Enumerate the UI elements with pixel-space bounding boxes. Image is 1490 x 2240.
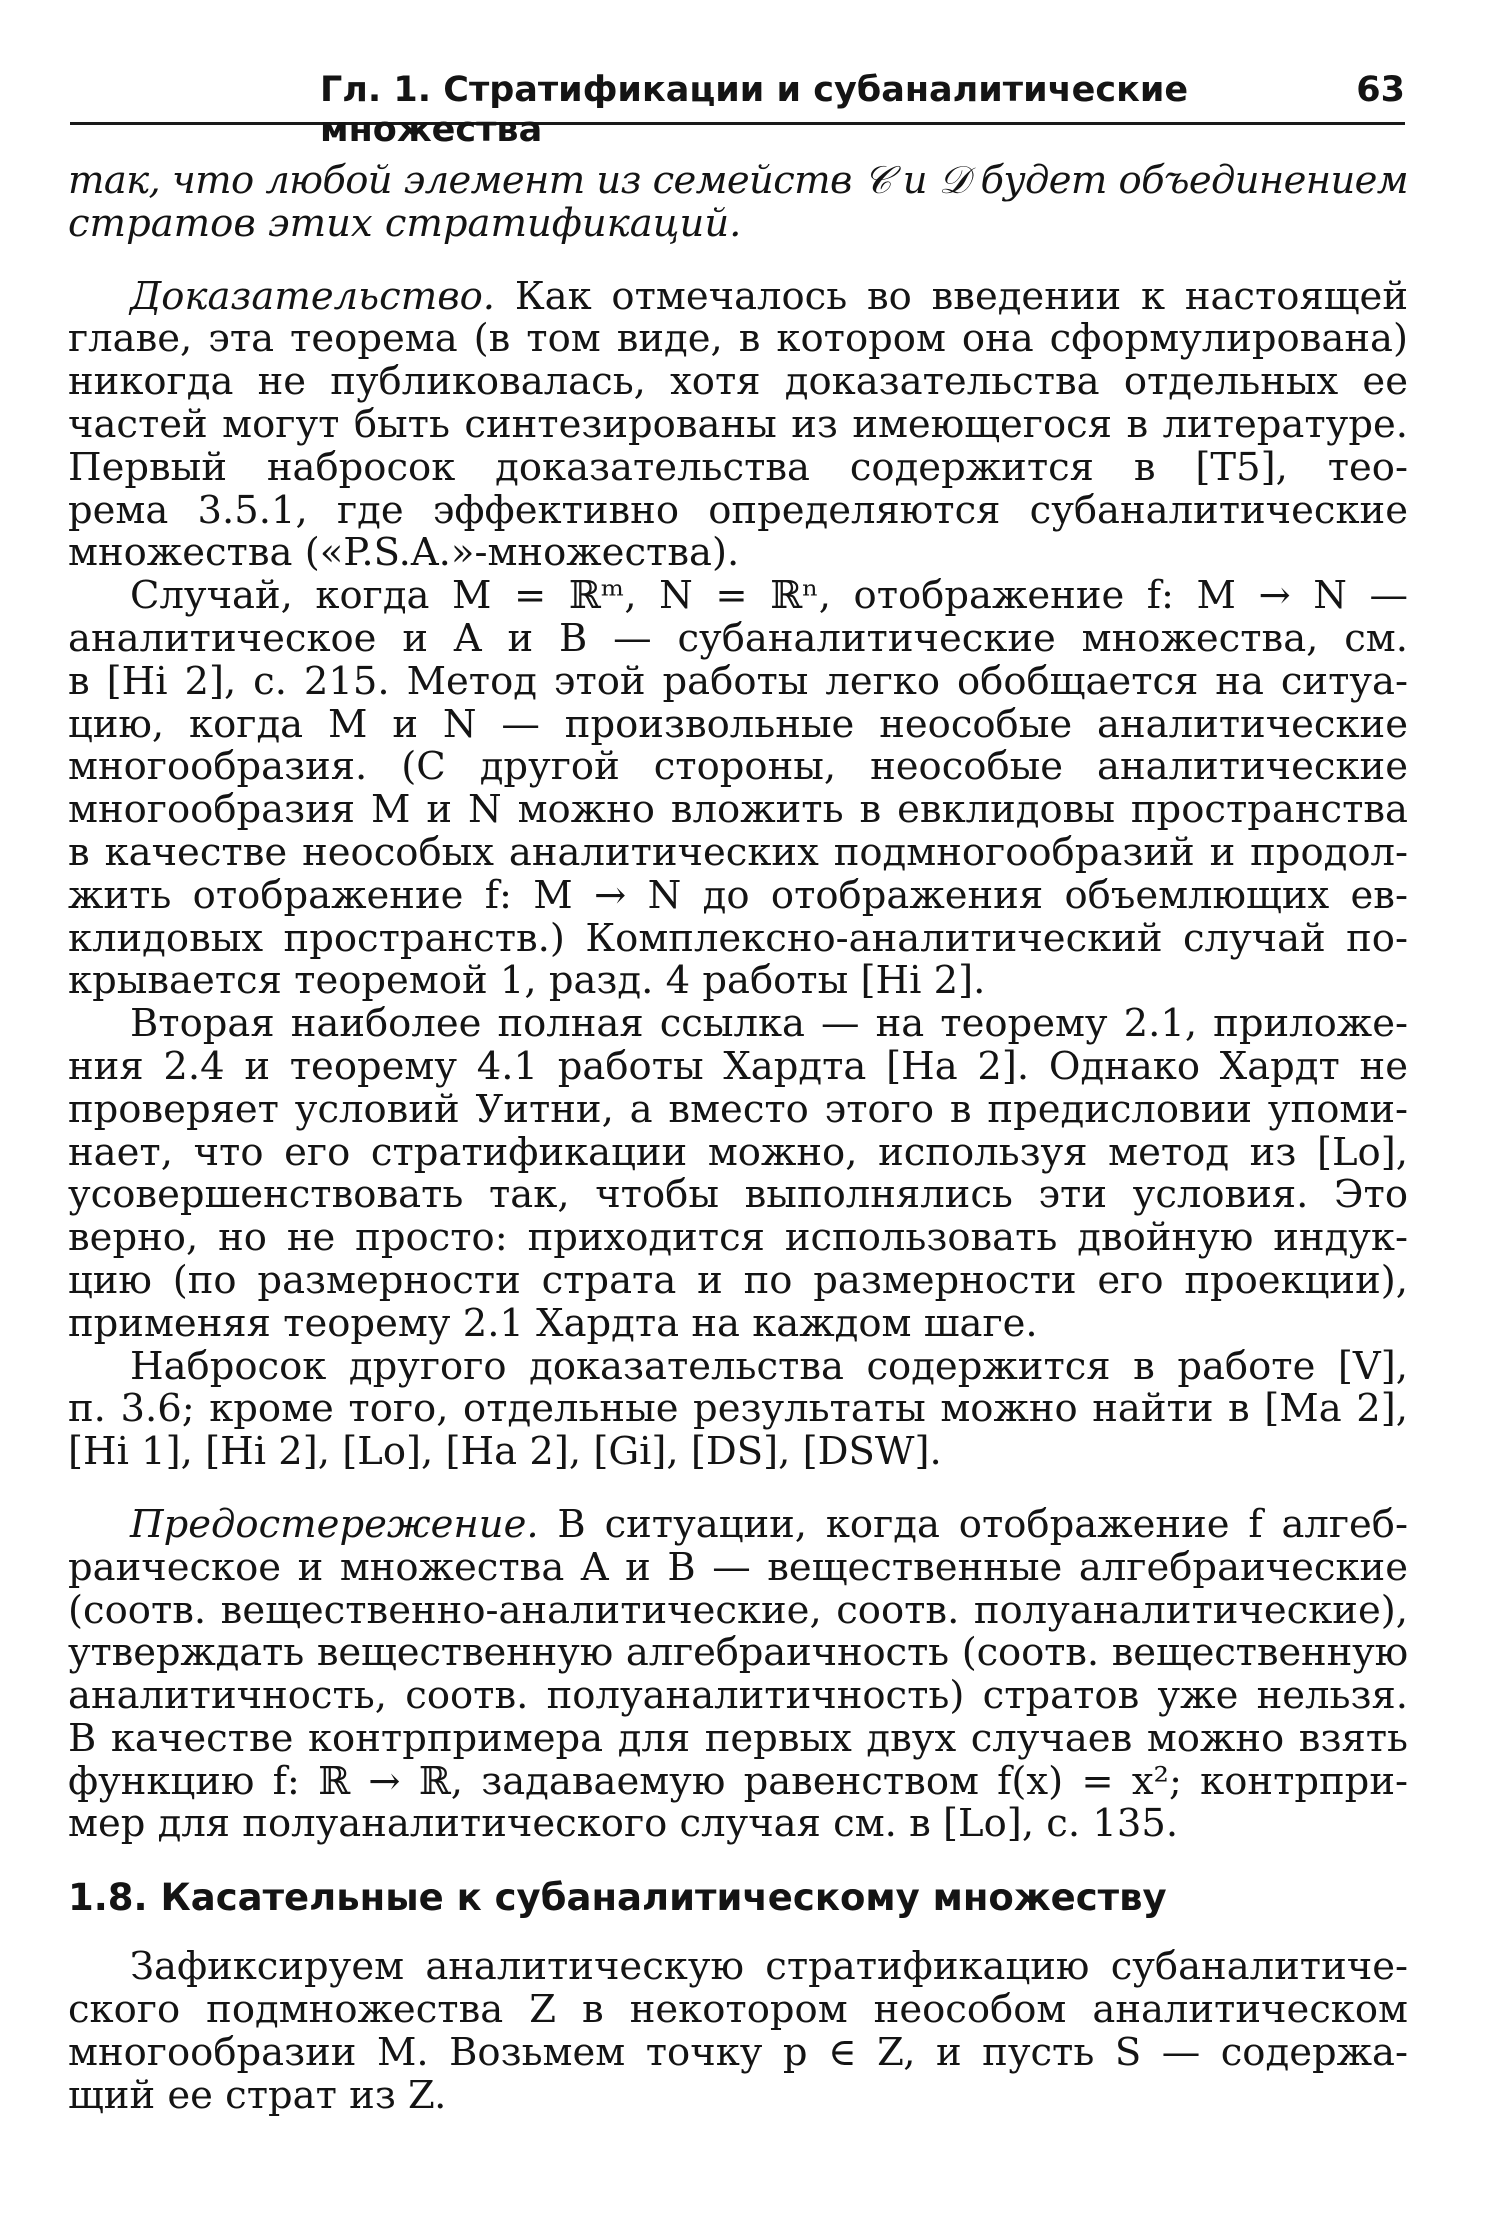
- text-line: Зафиксируем аналитическую стратификацию субаналитиче-: [130, 1944, 1408, 1990]
- text-line: никогда не публиковалась, хотя доказательства отдельных ее: [68, 359, 1408, 405]
- text-line: стратов этих стратификаций.: [68, 200, 742, 246]
- text-line: главе, эта теорема (в том виде, в котором она сформулирована): [68, 316, 1408, 362]
- text-line: Случай, когда M = ℝᵐ, N = ℝⁿ, отображение f: M → N —: [130, 573, 1408, 619]
- text-line: рема 3.5.1, где эффективно определяются субаналитические: [68, 487, 1408, 533]
- text-line: Набросок другого доказательства содержится в работе [V],: [130, 1343, 1408, 1389]
- page-body: [68, 160, 1408, 2117]
- proof-paragraph: [68, 273, 1408, 576]
- text-line: жить отображение f: M → N до отображения объемлющих ев-: [68, 872, 1408, 918]
- text-line: цию (по размерности страта и по размерности его проекции),: [68, 1257, 1408, 1303]
- text-line: В качестве контрпримера для первых двух случаев можно взять: [68, 1715, 1408, 1761]
- text-line: п. 3.6; кроме того, отдельные результаты можно найти в [Ma 2],: [68, 1386, 1408, 1432]
- caution-paragraph: [68, 1501, 1408, 1847]
- proof-label: Доказательство.: [130, 273, 496, 319]
- section-heading: 1.8. Касательные к субаналитическому множеству: [68, 1876, 1167, 1920]
- text-line: Вторая наиболее полная ссылка — на теорему 2.1, приложе-: [130, 1001, 1408, 1047]
- text-line: Предостережение. В ситуации, когда отображение f алгеб-: [130, 1501, 1408, 1547]
- text-line: многообразии M. Возьмем точку p ∈ Z, и пусть S — содержа-: [68, 2029, 1408, 2075]
- text-line: цию, когда M и N — произвольные неособые аналитические: [68, 701, 1408, 747]
- text-line: Доказательство. Как отмечалось во введении к настоящей: [130, 273, 1408, 319]
- text-line: ния 2.4 и теорему 4.1 работы Хардта [Ha 2]. Однако Хардт не: [68, 1043, 1408, 1089]
- text-line: многообразия. (С другой стороны, неособые аналитические: [68, 744, 1408, 790]
- theorem-tail: [68, 160, 1408, 246]
- text-line: утверждать вещественную алгебраичность (соотв. вещественную: [68, 1630, 1408, 1676]
- text-line: Первый набросок доказательства содержится в [Т5], тео-: [68, 444, 1408, 490]
- text-line: аналитичность, соотв. полуаналитичность) стратов уже нельзя.: [68, 1673, 1408, 1719]
- running-title: Гл. 1. Стратификации и субаналитические множества: [320, 70, 1189, 150]
- text-line: раическое и множества A и B — вещественные алгебраические: [68, 1544, 1408, 1590]
- text-line: крывается теоремой 1, разд. 4 работы [Hi 2].: [68, 958, 986, 1004]
- text-line: нает, что его стратификации можно, используя метод из [Lo],: [68, 1129, 1408, 1175]
- text-line: [Hi 1], [Hi 2], [Lo], [Ha 2], [Gi], [DS], [DSW].: [68, 1429, 942, 1475]
- text-line: проверяет условий Уитни, а вместо этого в предисловии упоми-: [68, 1086, 1408, 1132]
- page-header: [70, 64, 1405, 150]
- text-line: аналитическое и A и B — субаналитические множества, см.: [68, 615, 1408, 661]
- text-line: усовершенствовать так, чтобы выполнялись эти условия. Это: [68, 1172, 1408, 1218]
- section-paragraph: [68, 1946, 1408, 2117]
- second-reference-paragraph: [68, 1003, 1408, 1345]
- text-line: клидовых пространств.) Комплексно-аналитический случай по-: [68, 915, 1408, 961]
- text-line: многообразия M и N можно вложить в евклидовы пространства: [68, 787, 1408, 833]
- text-line: функцию f: ℝ → ℝ, задаваемую равенством f(x) = x²; контрпри-: [68, 1758, 1408, 1804]
- text-line: щий ее страт из Z.: [68, 2072, 447, 2118]
- page-number: 63: [1356, 70, 1405, 110]
- text-line: частей могут быть синтезированы из имеющегося в литературе.: [68, 401, 1408, 447]
- text-line: так, что любой элемент из семейств 𝒞 и 𝒟 будет объединением: [68, 158, 1408, 203]
- text-line: верно, но не просто: приходится использовать двойную индук-: [68, 1215, 1408, 1261]
- text-line: в [Hi 2], с. 215. Метод этой работы легко обобщается на ситуа-: [68, 658, 1408, 704]
- sketch-paragraph: [68, 1343, 1408, 1475]
- text-line: множества («P.S.A.»-множества).: [68, 530, 740, 576]
- caution-label: Предостережение.: [130, 1501, 539, 1547]
- text-line: применяя теорему 2.1 Хардта на каждом шаге.: [68, 1300, 1038, 1346]
- case-paragraph: [68, 575, 1408, 1003]
- text-line: мер для полуаналитического случая см. в [Lo], с. 135.: [68, 1801, 1179, 1847]
- text-line: ского подмножества Z в некотором неособом аналитическом: [68, 1987, 1408, 2033]
- text-line: в качестве неособых аналитических подмногообразий и продол-: [68, 829, 1408, 875]
- text-line: (соотв. вещественно-аналитические, соотв. полуаналитические),: [68, 1587, 1408, 1633]
